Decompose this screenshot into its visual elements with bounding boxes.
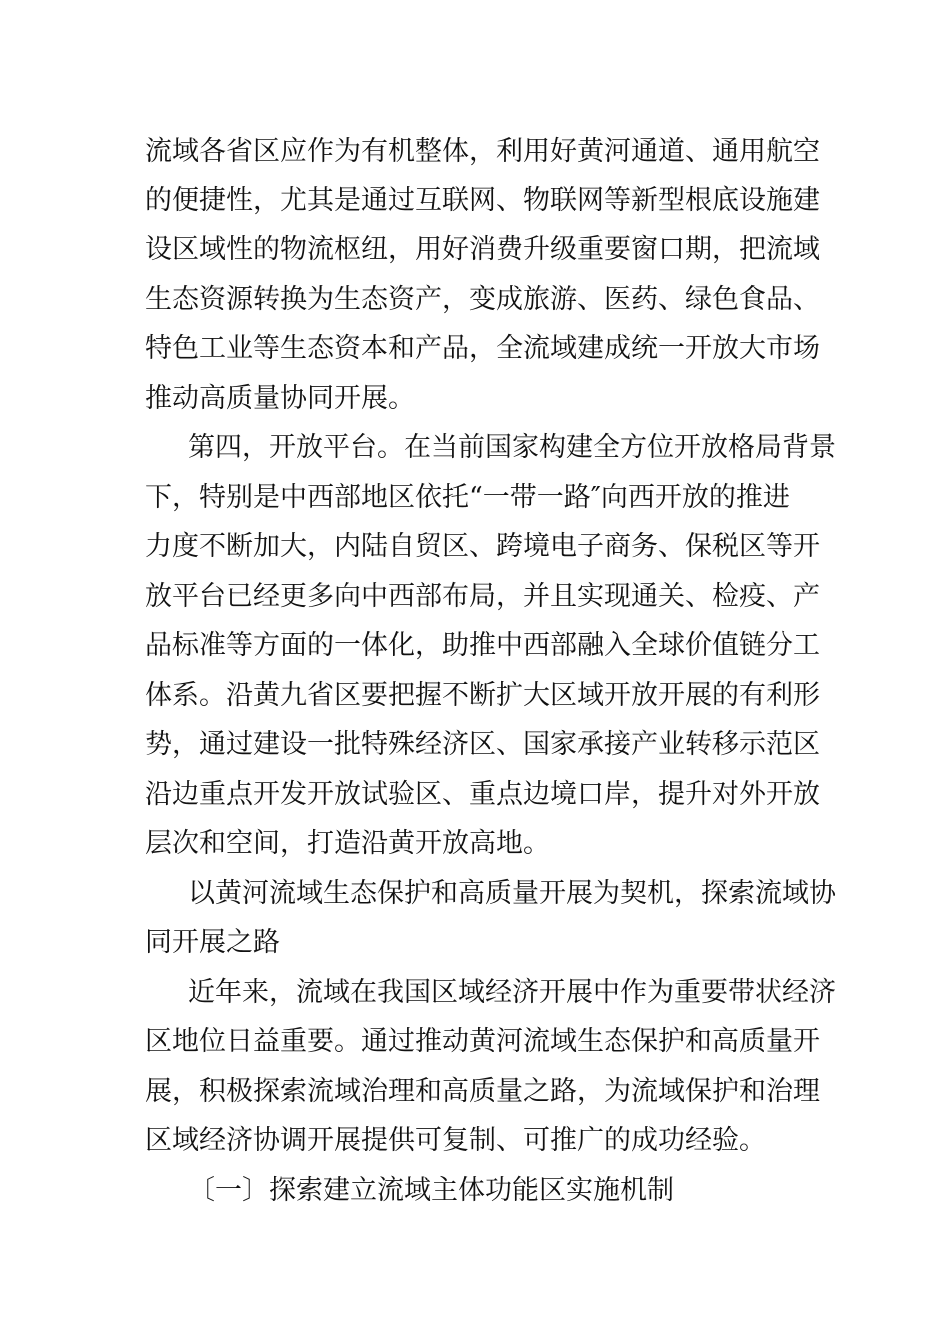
text-line: 品标准等方面的一体化，助推中西部融入全球价值链分工 — [145, 630, 820, 661]
text-line: 力度不断加大，内陆自贸区、跨境电子商务、保税区等开 — [145, 531, 820, 562]
paragraph-start-line: 第四，开放平台。在当前国家构建全方位开放格局背景 — [188, 432, 836, 463]
text-line: 的便捷性，尤其是通过互联网、物联网等新型根底设施建 — [145, 185, 820, 216]
text-line: 展，积极探索流域治理和高质量之路，为流域保护和治理 — [145, 1076, 820, 1107]
section-heading-line: 同开展之路 — [145, 927, 280, 958]
text-line: 层次和空间，打造沿黄开放高地。 — [145, 828, 550, 859]
text-line: 放平台已经更多向中西部布局，并且实现通关、检疫、产 — [145, 581, 820, 612]
text-line: 推动高质量协同开展。 — [145, 383, 415, 414]
text-line: 特色工业等生态资本和产品，全流域建成统一开放大市场 — [145, 333, 820, 364]
text-line: 沿边重点开发开放试验区、重点边境口岸，提升对外开放 — [145, 779, 820, 810]
text-line: 设区域性的物流枢纽，用好消费升级重要窗口期，把流域 — [145, 234, 820, 265]
text-line: 生态资源转换为生态资产，变成旅游、医药、绿色食品、 — [145, 284, 820, 315]
text-line: 下，特别是中西部地区依托“一带一路″向西开放的推进 — [145, 482, 790, 513]
text-line: 区域经济协调开展提供可复制、可推广的成功经验。 — [145, 1125, 766, 1156]
text-line: 区地位日益重要。通过推动黄河流域生态保护和高质量开 — [145, 1026, 820, 1057]
text-line: 势，通过建设一批特殊经济区、国家承接产业转移示范区 — [145, 729, 820, 760]
subsection-heading: 〔一〕探索建立流域主体功能区实施机制 — [188, 1175, 674, 1206]
text-line: 流域各省区应作为有机整体，利用好黄河通道、通用航空 — [145, 136, 820, 167]
text-line: 体系。沿黄九省区要把握不断扩大区域开放开展的有利形 — [145, 680, 820, 711]
section-heading-line: 以黄河流域生态保护和高质量开展为契机，探索流域协 — [188, 878, 836, 909]
paragraph-start-line: 近年来，流域在我国区域经济开展中作为重要带状经济 — [188, 977, 836, 1008]
